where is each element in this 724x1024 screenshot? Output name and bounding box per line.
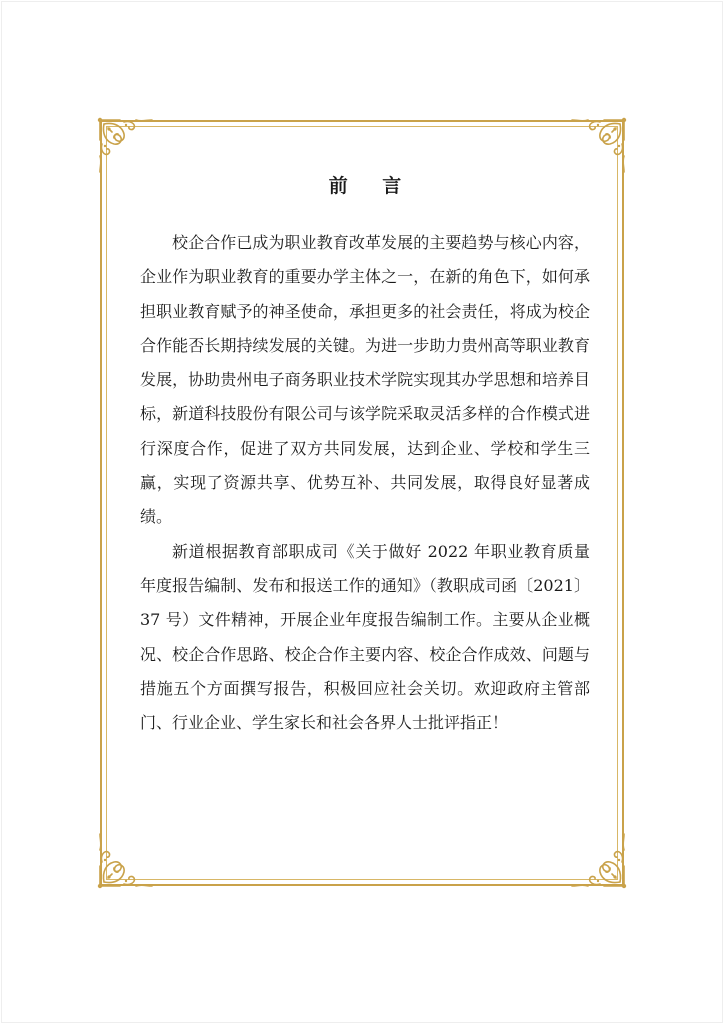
paragraph: 新道根据教育部职成司《关于做好 2022 年职业教育质量年度报告编制、发布和报送工作的通知》（教职成司函〔2021〕37 号）文件精神，开展企业年度报告编制工作。主要从企业概况、校企合作思路、校企合作主要内容、校企合作成效、问题与措施五个方面撰写报告，积极回应社会关切。欢迎政府主管部门、行业企业、学生家长和社会各界人士批评指正！: [140, 541, 590, 733]
corner-ornament-icon: [96, 116, 156, 176]
paragraph: 校企合作已成为职业教育改革发展的主要趋势与核心内容，企业作为职业教育的重要办学主体之一，在新的角色下，如何承担职业教育赋予的神圣使命，承担更多的社会责任，将成为校企合作能否长期持续发展的关键。为进一步助力贵州高等职业教育发展，协助贵州电子商务职业技术学院实现其办学思想和培养目标，新道科技股份有限公司与该学院采取灵活多样的合作模式进行深度合作，促进了双方共同发展，达到企业、学校和学生三赢，实现了资源共享、优势互补、共同发展，取得良好显著成绩。: [140, 233, 590, 527]
page-title: 前 言: [328, 175, 416, 197]
corner-ornament-icon: [568, 830, 628, 890]
preface-content: [140, 172, 590, 740]
corner-ornament-icon: [568, 116, 628, 176]
corner-ornament-icon: [96, 830, 156, 890]
